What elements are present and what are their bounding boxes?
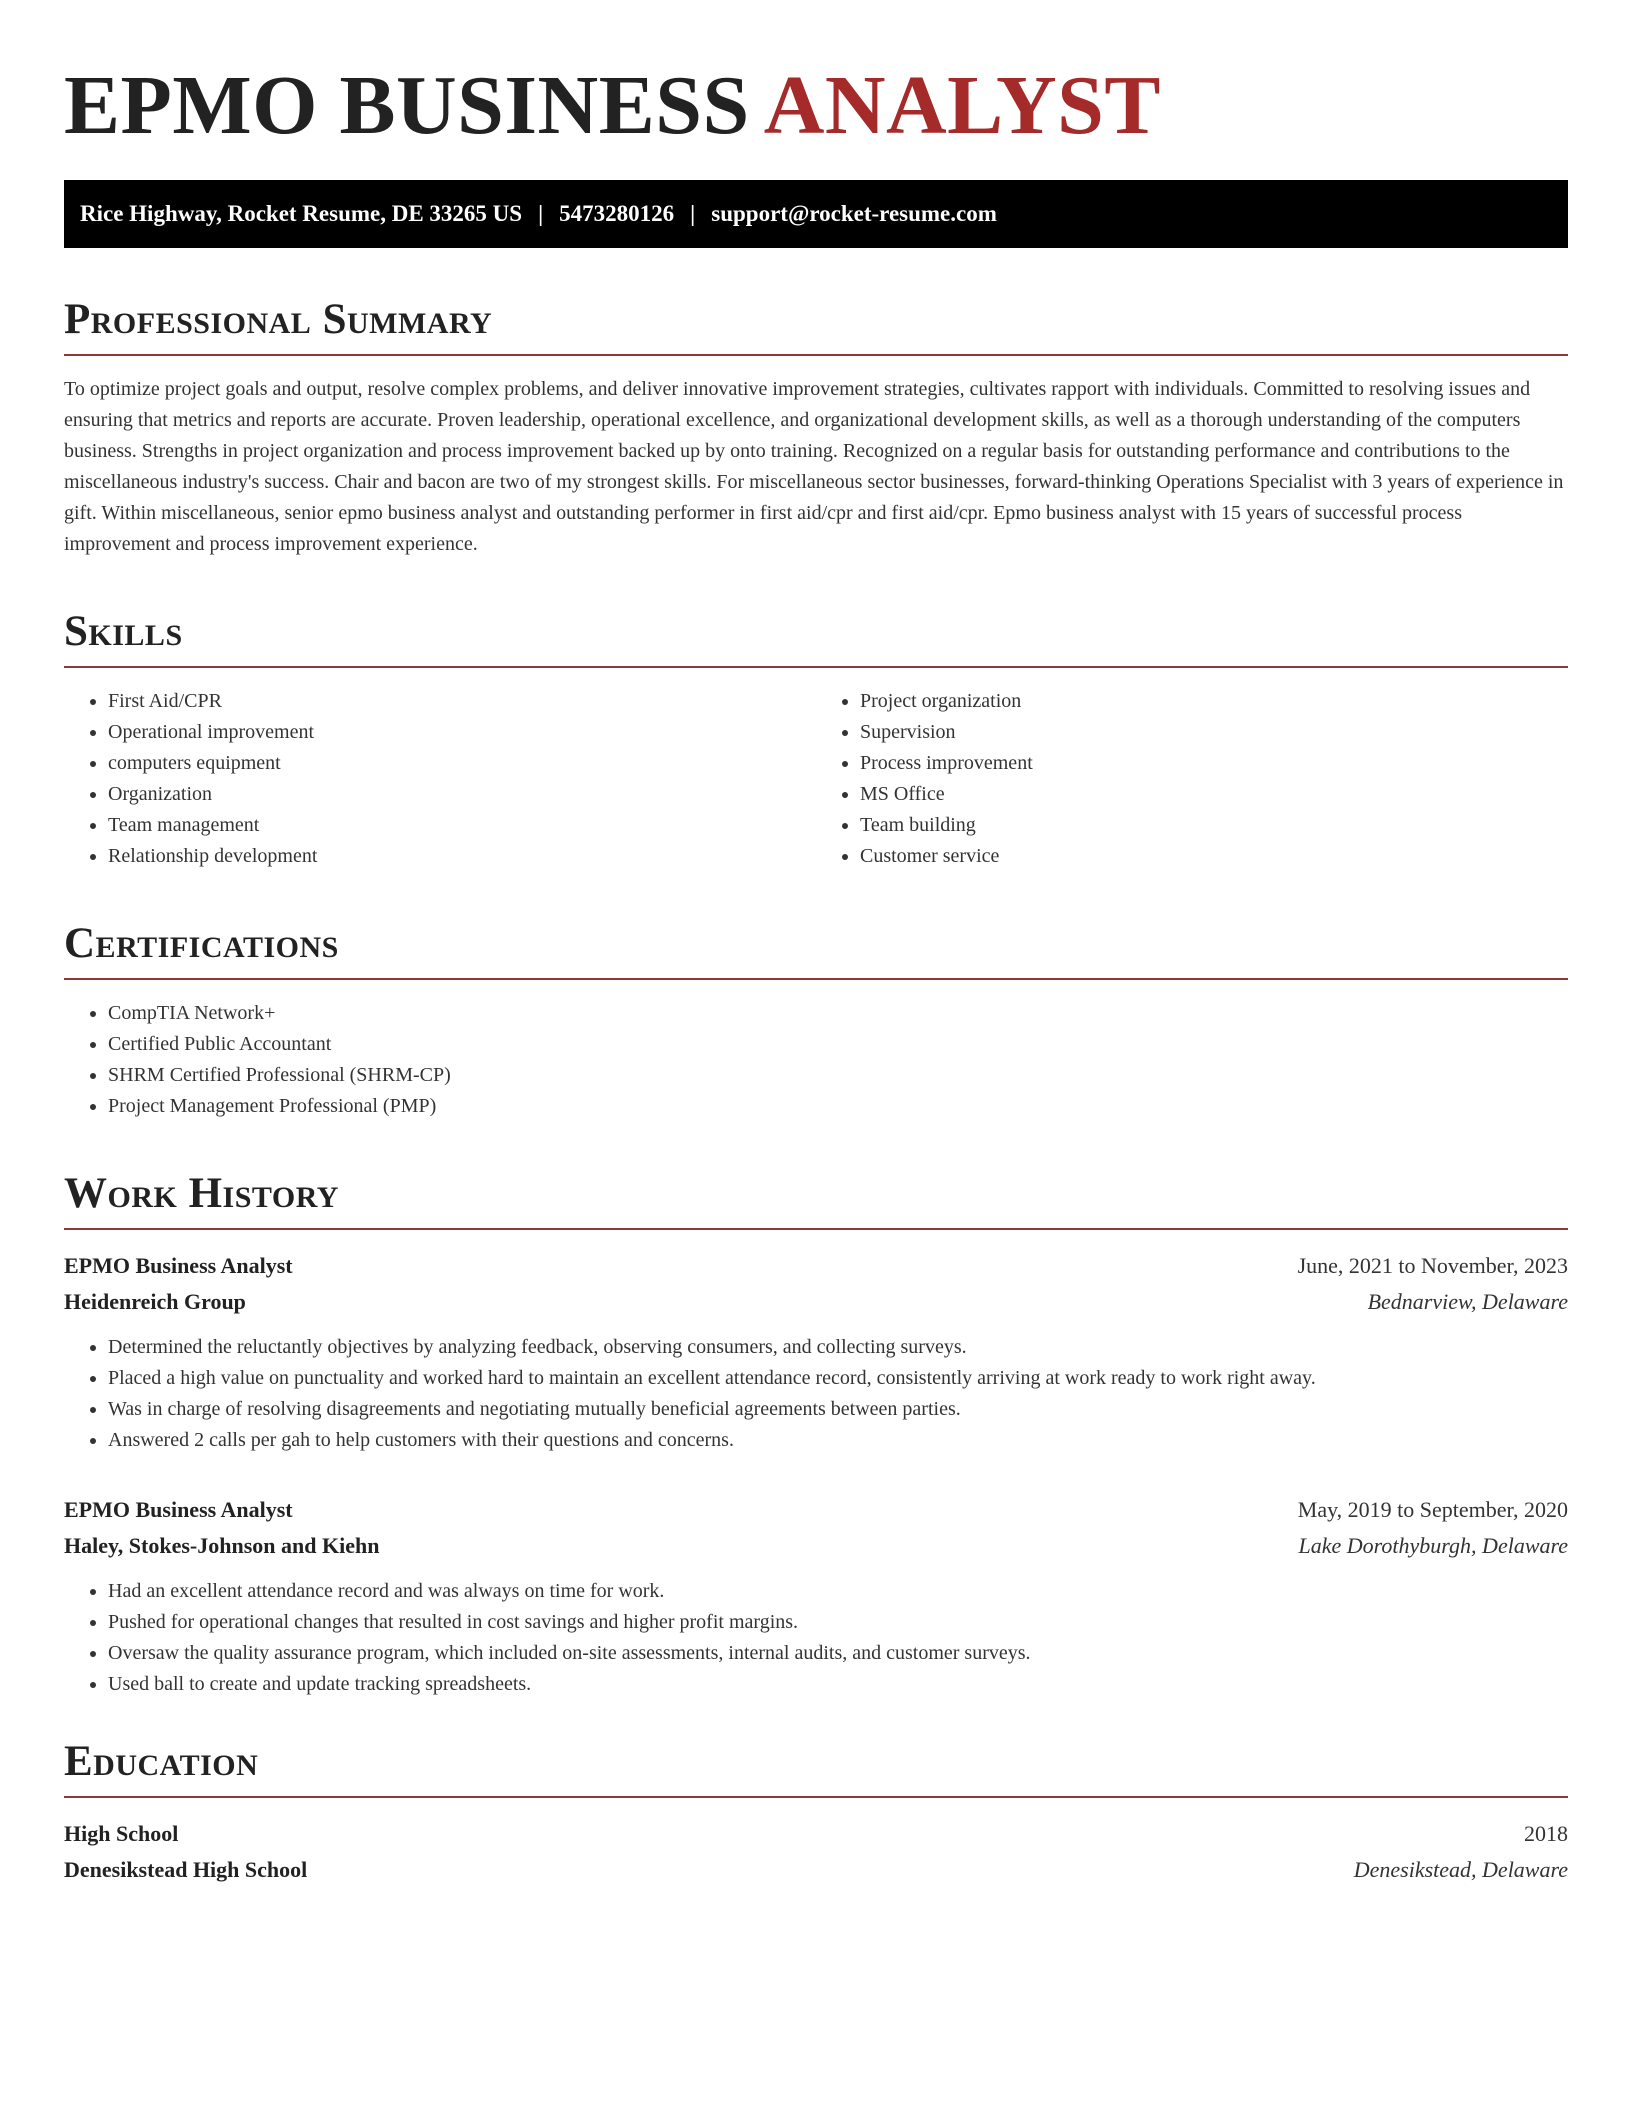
skills-grid <box>64 686 1568 872</box>
job-bullet: • Determined the reluctantly objectives by analyzing feedback, observing consumers, and collecting surveys. <box>108 1332 1568 1363</box>
section-title-skills: Skills <box>64 608 183 655</box>
certification-item: • SHRM Certified Professional (SHRM-CP) <box>108 1060 1568 1091</box>
certifications-list <box>64 998 1568 1122</box>
job-bullet: • Used ball to create and update tracking spreadsheets. <box>108 1669 1568 1700</box>
education-school: Denesikstead High School <box>64 1857 308 1882</box>
section-title-education: Education <box>64 1738 259 1785</box>
job-bullet: • Answered 2 calls per gah to help customers with their questions and concerns. <box>108 1425 1568 1456</box>
summary-section <box>64 294 1568 560</box>
section-divider <box>64 354 1568 356</box>
contact-bar <box>64 180 1568 248</box>
job-company: Haley, Stokes-Johnson and Kiehn <box>64 1533 380 1558</box>
skill-item: • Operational improvement <box>108 717 816 748</box>
job-bullet: • Oversaw the quality assurance program, which included on-site assessments, internal audits, and customer surveys. <box>108 1638 1568 1669</box>
certification-item: • Certified Public Accountant <box>108 1029 1568 1060</box>
certification-item: • Project Management Professional (PMP) <box>108 1091 1568 1122</box>
education-degree: High School <box>64 1821 179 1846</box>
job-entry <box>64 1492 1568 1700</box>
section-title-work-history: Work History <box>64 1170 339 1217</box>
job-bullet: • Pushed for operational changes that resulted in cost savings and higher profit margins. <box>108 1607 1568 1638</box>
job-header-row <box>64 1492 1568 1528</box>
contact-phone: 5473280126 <box>559 201 675 226</box>
education-school-row <box>64 1852 1568 1888</box>
skill-item: • Team building <box>860 810 1568 841</box>
skills-list-right <box>816 686 1568 872</box>
job-company-row <box>64 1284 1568 1320</box>
skills-column-left <box>64 686 816 872</box>
job-bullets <box>64 1332 1568 1456</box>
education-year: 2018 <box>1524 1821 1568 1846</box>
job-dates: May, 2019 to September, 2020 <box>1297 1497 1568 1522</box>
contact-email: support@rocket-resume.com <box>711 201 997 226</box>
skill-item: • computers equipment <box>108 748 816 779</box>
skill-item: • Process improvement <box>860 748 1568 779</box>
summary-text: To optimize project goals and output, resolve complex problems, and deliver innovative improvement strategies, cultivates rapport with individuals. Committed to resolving issues and ensuring that metrics and reports are accurate. Proven leadership, operational excellence, and organizational development skills, as well as a thorough understanding of the computers business. Strengths in project organization and process improvement backed up by onto training. Recognized on a regular basis for outstanding performance and contributions to the miscellaneous industry's success. Chair and bacon are two of my strongest skills. For miscellaneous sector businesses, forward-thinking Operations Specialist with 3 years of experience in gift. Within miscellaneous, senior epmo business analyst and outstanding performer in first aid/cpr and first aid/cpr. Epmo business analyst with 15 years of successful process improvement and process improvement experience. <box>64 378 1564 555</box>
job-location: Bednarview, Delaware <box>1367 1289 1568 1314</box>
skills-column-right <box>816 686 1568 872</box>
skill-item: • Team management <box>108 810 816 841</box>
job-bullet: • Was in charge of resolving disagreements and negotiating mutually beneficial agreements between parties. <box>108 1394 1568 1425</box>
skill-item: • Relationship development <box>108 841 816 872</box>
job-bullet: • Had an excellent attendance record and was always on time for work. <box>108 1576 1568 1607</box>
education-header-row <box>64 1816 1568 1852</box>
section-divider <box>64 1796 1568 1798</box>
job-location: Lake Dorothyburgh, Delaware <box>1298 1533 1568 1558</box>
contact-separator: | <box>690 201 696 226</box>
skill-item: • Project organization <box>860 686 1568 717</box>
job-title: EPMO Business Analyst <box>64 1497 293 1522</box>
certifications-section <box>64 918 1568 1122</box>
contact-address: Rice Highway, Rocket Resume, DE 33265 US <box>80 201 523 226</box>
job-bullet: • Placed a high value on punctuality and worked hard to maintain an excellent attendance record, consistently arriving at work ready to work right away. <box>108 1363 1568 1394</box>
name-last: ANALYST <box>763 59 1161 152</box>
contact-separator: | <box>538 201 544 226</box>
section-title-certifications: Certifications <box>64 920 339 967</box>
job-header-row <box>64 1248 1568 1284</box>
job-dates: June, 2021 to November, 2023 <box>1297 1253 1568 1278</box>
resume-name <box>64 0 1568 156</box>
education-section <box>64 1736 1568 1888</box>
skills-section <box>64 606 1568 872</box>
job-company: Heidenreich Group <box>64 1289 246 1314</box>
certification-item: • CompTIA Network+ <box>108 998 1568 1029</box>
job-company-row <box>64 1528 1568 1564</box>
name-first: EPMO BUSINESS <box>64 59 750 152</box>
skill-item: • First Aid/CPR <box>108 686 816 717</box>
skill-item: • Organization <box>108 779 816 810</box>
section-divider <box>64 1228 1568 1230</box>
job-entry <box>64 1248 1568 1456</box>
job-title: EPMO Business Analyst <box>64 1253 293 1278</box>
skills-list-left <box>64 686 816 872</box>
job-bullets <box>64 1576 1568 1700</box>
section-divider <box>64 978 1568 980</box>
skill-item: • MS Office <box>860 779 1568 810</box>
section-divider <box>64 666 1568 668</box>
section-title-summary: Professional Summary <box>64 296 493 343</box>
skill-item: • Customer service <box>860 841 1568 872</box>
skill-item: • Supervision <box>860 717 1568 748</box>
education-location: Denesikstead, Delaware <box>1353 1857 1568 1882</box>
work-history-section <box>64 1168 1568 1700</box>
